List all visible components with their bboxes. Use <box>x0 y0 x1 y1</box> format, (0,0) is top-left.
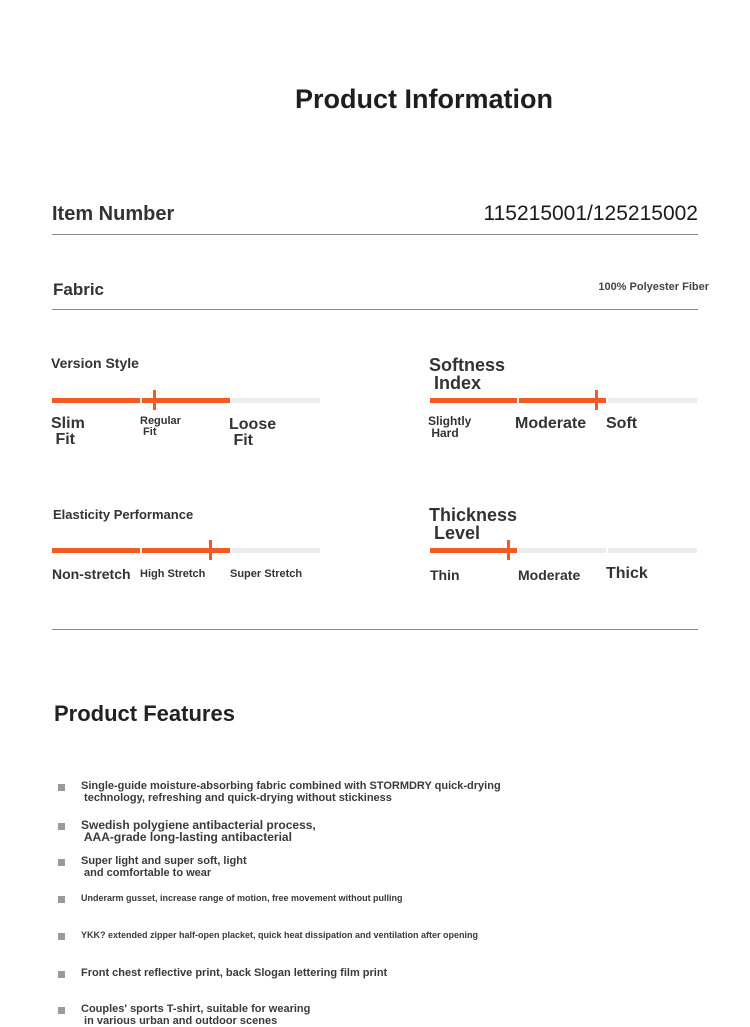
feature-text: Front chest reflective print, back Slogan lettering film print <box>81 967 388 979</box>
feature-text: Swedish polygiene antibacterial process, AAA-grade long-lasting antibacterial <box>81 818 316 844</box>
bullet-icon <box>58 971 65 978</box>
scale-segment <box>232 548 320 553</box>
scale-segment <box>52 398 140 403</box>
feature-text: Underarm gusset, increase range of motion, free movement without pulling <box>81 893 403 903</box>
scale-segment <box>52 548 140 553</box>
scale-label-high: Loose Fit <box>229 416 277 449</box>
version-style-title: Version Style <box>51 355 139 371</box>
scale-segment <box>608 398 697 403</box>
bullet-icon <box>58 859 65 866</box>
list-item <box>58 855 247 879</box>
scale-segment <box>430 398 517 403</box>
divider <box>52 234 698 235</box>
scale-segment <box>430 548 517 553</box>
level-marker <box>595 390 598 410</box>
scale-segment <box>608 548 697 553</box>
scale-segment <box>142 548 230 553</box>
bullet-icon <box>58 1007 65 1014</box>
scale-label-mid: Regular Fit <box>140 415 181 438</box>
feature-text: Single-guide moisture-absorbing fabric combined with STORMDRY quick-drying technology, refreshing and quick-drying without stickiness <box>81 780 501 804</box>
scale-segment <box>519 398 606 403</box>
list-item <box>58 1003 310 1027</box>
scale-label-mid: High Stretch <box>140 568 206 580</box>
scale-label-low: Non-stretch <box>52 566 131 582</box>
scale-label-low: Slim Fit <box>51 415 85 448</box>
divider <box>52 309 698 310</box>
scale-label-low: Thin <box>430 567 460 583</box>
list-item <box>58 819 316 843</box>
item-number-label: Item Number <box>52 203 175 225</box>
scale-label-high: Thick <box>606 565 648 582</box>
scale-segment <box>519 548 606 553</box>
level-marker <box>209 540 212 560</box>
list-item <box>58 967 387 979</box>
softness-index-title: Softness Index <box>429 355 506 393</box>
page-title: Product Information <box>295 84 553 114</box>
bullet-icon <box>58 823 65 830</box>
item-number-value: 115215001/125215002 <box>483 202 698 225</box>
elasticity-performance-title: Elasticity Performance <box>53 507 194 522</box>
fabric-value: 100% Polyester Fiber <box>598 281 709 293</box>
scale-label-high: Soft <box>606 415 638 432</box>
scale-label-mid: Moderate <box>515 415 587 432</box>
scale-label-low: Slightly Hard <box>428 414 472 440</box>
scale-label-mid: Moderate <box>518 567 581 583</box>
bullet-icon <box>58 896 65 903</box>
features-title: Product Features <box>54 701 235 726</box>
list-item <box>58 780 501 804</box>
bullet-icon <box>58 784 65 791</box>
level-marker <box>153 390 156 410</box>
level-marker <box>507 540 510 560</box>
feature-text: Couples' sports T-shirt, suitable for wearing in various urban and outdoor scenes <box>81 1003 311 1027</box>
bullet-icon <box>58 933 65 940</box>
fabric-label: Fabric <box>53 280 105 299</box>
divider <box>52 629 698 630</box>
list-item <box>58 892 403 904</box>
list-item <box>58 929 478 941</box>
feature-text: Super light and super soft, light and comfortable to wear <box>81 855 247 879</box>
scale-label-high: Super Stretch <box>230 568 303 580</box>
scale-segment <box>232 398 320 403</box>
thickness-level-title: Thickness Level <box>429 505 518 543</box>
feature-text: YKK? extended zipper half-open placket, quick heat dissipation and ventilation after opening <box>81 930 479 940</box>
